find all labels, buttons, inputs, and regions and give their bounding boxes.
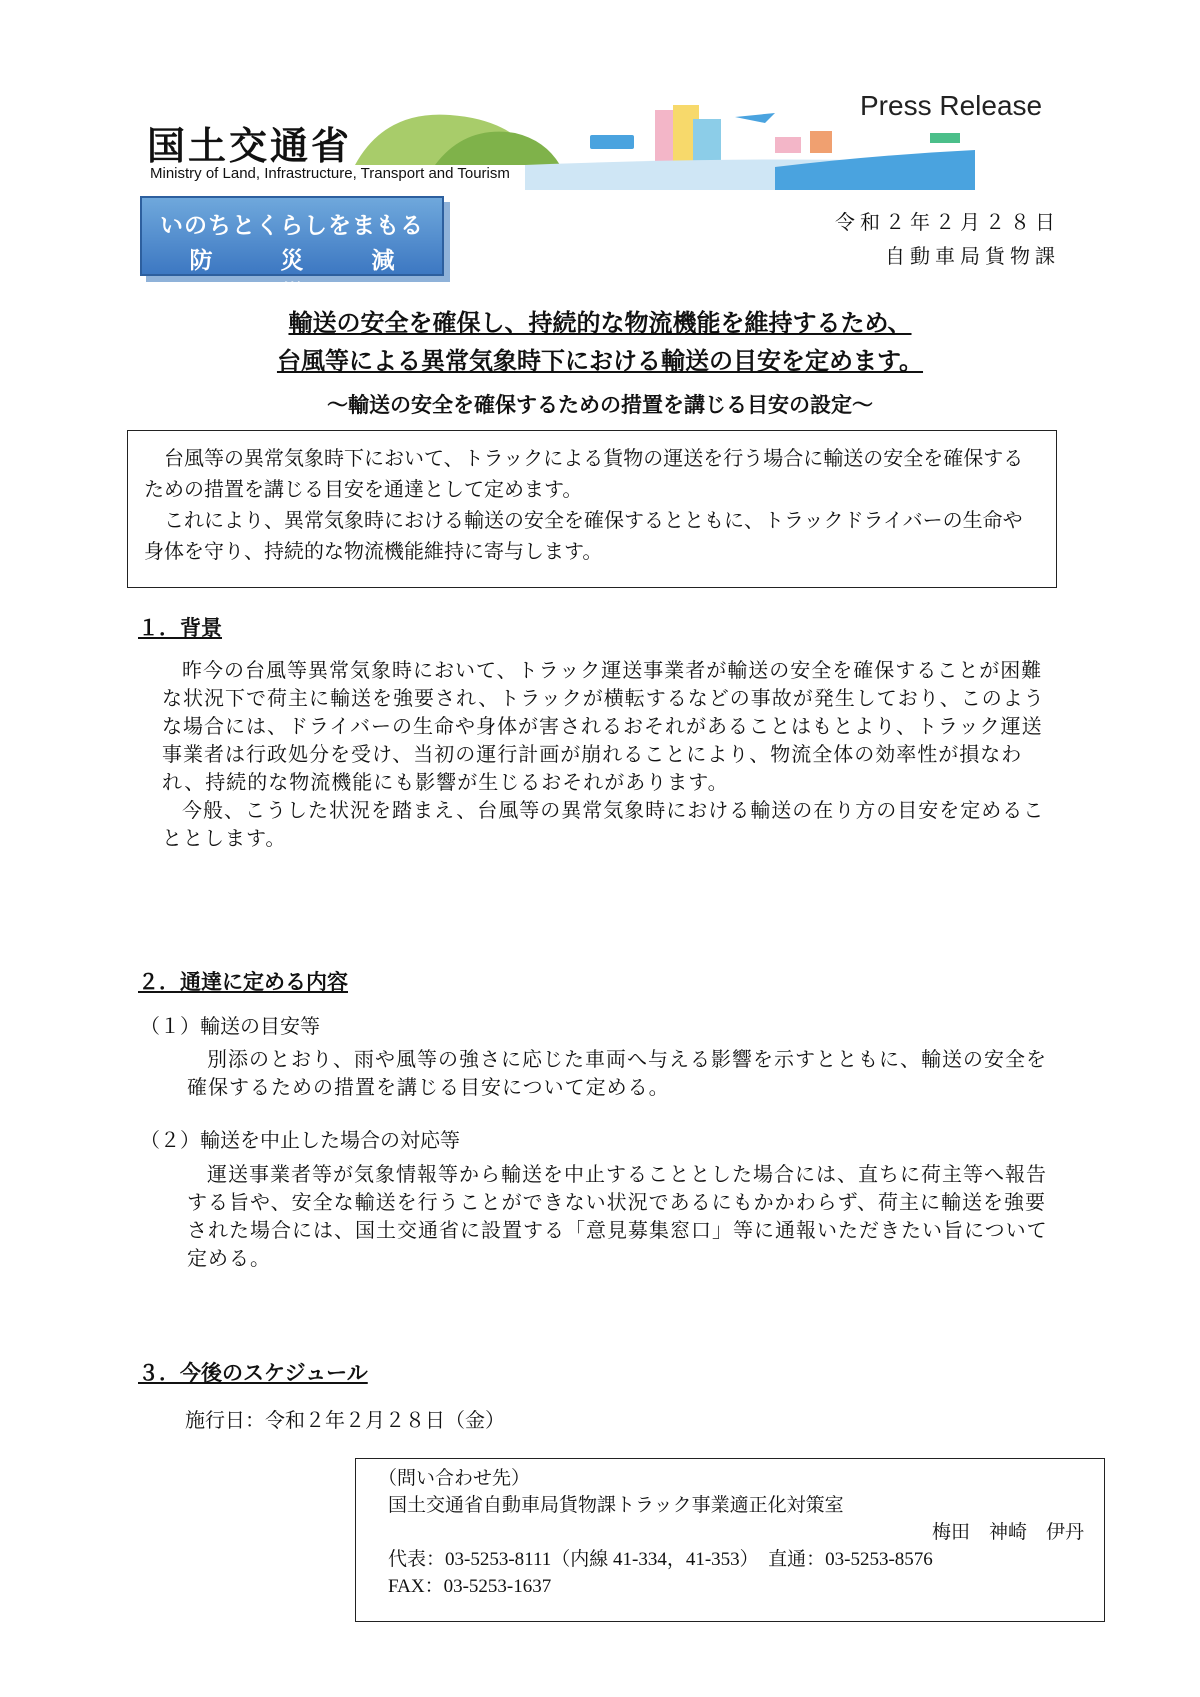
summary-box xyxy=(127,430,1057,588)
section1-heading: １．背景 xyxy=(138,616,222,640)
section1-body xyxy=(162,656,1062,852)
title-line2: 台風等による異常気象時下における輸送の目安を定めます。 xyxy=(276,347,924,375)
section2-sub2-body xyxy=(187,1160,1062,1272)
section1-paragraph-1: 昨今の台風等異常気象時において、トラック運送事業者が輸送の安全を確保することが困難な状況下で荷主に輸送を強要され、トラックが横転するなどの事故が発生しており、このような場合には、ドライバーの生命や身体が害されるおそれがあることはもとより、トラック運送事業者は行政処分を受け、当初の運行計画が崩れることにより、物流全体の効率性が損なわれ、持続的な物流機能にも影響が生じるおそれがあります。 xyxy=(162,658,1045,794)
org-name-en: Ministry of Land, Infrastructure, Transport and Tourism xyxy=(150,165,510,182)
section2-sub2-heading: （２）輸送を中止した場合の対応等 xyxy=(140,1128,460,1152)
section2-heading: ２．通達に定める内容 xyxy=(138,970,348,994)
contact-fax: FAX：03-5253-1637 xyxy=(388,1576,552,1597)
org-name-jp: 国土交通省 xyxy=(147,124,353,168)
badge-line2: 防 災 減 災 xyxy=(189,248,425,307)
section2-sub1-body xyxy=(187,1045,1062,1101)
title-line1: 輸送の安全を確保し、持続的な物流機能を維持するため、 xyxy=(288,309,912,337)
department: 自動車局貨物課 xyxy=(885,244,1060,268)
summary-paragraph-1: 台風等の異常気象時下において、トラックによる貨物の運送を行う場合に輸送の安全を確保するための措置を講じる目安を通達として定めます。 xyxy=(144,446,1024,501)
summary-paragraph-2: これにより、異常気象時における輸送の安全を確保するとともに、トラックドライバーの生命や身体を守り、持続的な物流機能維持に寄与します。 xyxy=(144,508,1023,563)
contact-label: （問い合わせ先） xyxy=(378,1467,531,1489)
section2-sub1-text: 別添のとおり、雨や風等の強さに応じた車両へ与える影響を示すとともに、輸送の安全を確保するための措置を講じる目安について定める。 xyxy=(187,1047,1047,1099)
contact-office: 国土交通省自動車局貨物課トラック事業適正化対策室 xyxy=(388,1494,844,1516)
press-release-label: Press Release xyxy=(860,90,1043,121)
badge-line1: いのちとくらしをまもる xyxy=(160,213,424,239)
section2-sub2-text: 運送事業者等が気象情報等から輸送を中止することとした場合には、直ちに荷主等へ報告する旨や、安全な輸送を行うことができない状況であるにもかかわらず、荷主に輸送を強要された場合には、国土交通省に設置する「意見募集窓口」等に通報いただきたい旨について定める。 xyxy=(187,1162,1048,1270)
contact-box xyxy=(355,1458,1105,1622)
contact-names: 梅田 神崎 伊丹 xyxy=(931,1521,1084,1543)
section1-paragraph-2: 今般、こうした状況を踏まえ、台風等の異常気象時における輸送の在り方の目安を定めることとします。 xyxy=(162,798,1045,850)
date-block xyxy=(835,205,1060,273)
issue-date: 令和２年２月２８日 xyxy=(835,210,1060,234)
banner-illustration xyxy=(355,105,1065,190)
subtitle: ～輸送の安全を確保するための措置を講じる目安の設定～ xyxy=(327,393,873,417)
effective-date: 施行日：令和２年２月２８日（金） xyxy=(185,1408,505,1432)
section3-heading: ３．今後のスケジュール xyxy=(138,1361,368,1385)
contact-tel: 代表：03-5253-8111（内線 41-334，41-353） 直通：03-5253-8576 xyxy=(388,1549,933,1570)
section2-sub1-heading: （１）輸送の目安等 xyxy=(140,1014,320,1038)
disaster-prevention-badge xyxy=(140,196,444,307)
